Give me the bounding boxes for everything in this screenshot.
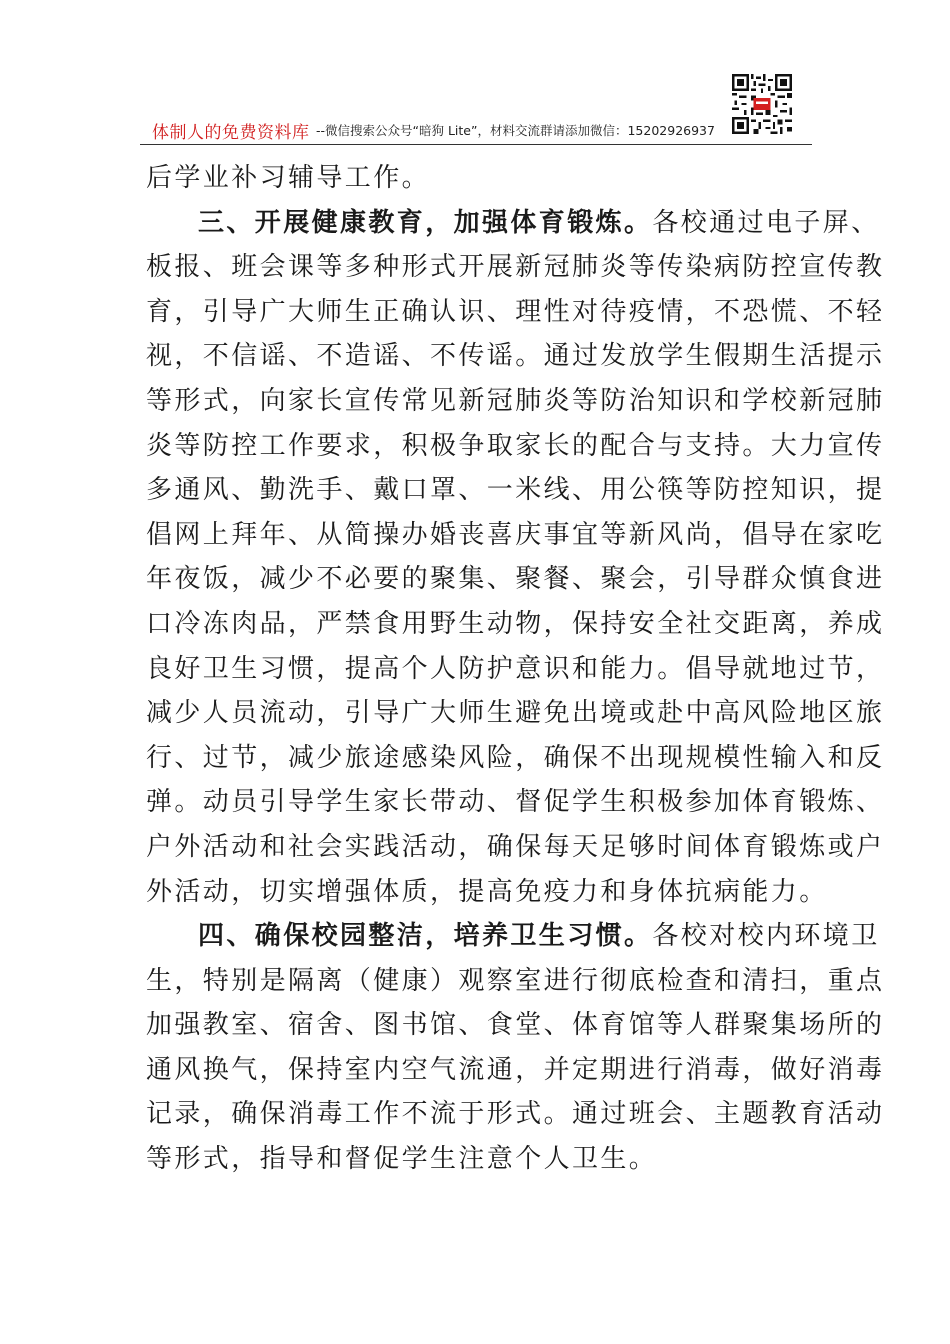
document-body — [146, 156, 885, 1182]
header-divider — [140, 144, 812, 145]
text-line: 育，引导广大师生正确认识、理性对待疫情，不恐慌、不轻 — [146, 296, 885, 327]
text-span: 各校对校内环境卫 — [652, 921, 880, 952]
text-line: 生，特别是隔离（健康）观察室进行彻底检查和清扫，重点 — [146, 965, 885, 996]
header-info: --微信搜索公众号“暗狗 Lite”，材料交流群请添加微信：15202926937 — [316, 123, 715, 138]
text-line: 等形式，指导和督促学生注意个人卫生。 — [146, 1144, 658, 1175]
text-line: 视，不信谣、不造谣、不传谣。通过发放学生假期生活提示 — [146, 341, 885, 372]
header-brand: 体制人的免费资料库 — [152, 123, 310, 143]
page-header — [140, 118, 812, 146]
text-line: 多通风、勤洗手、戴口罩、一米线、用公筷等防控知识，提 — [146, 475, 885, 506]
text-line: 通风换气，保持室内空气流通，并定期进行消毒，做好消毒 — [146, 1054, 885, 1085]
text-line: 加强教室、宿舍、图书馆、食堂、体育馆等人群聚集场所的 — [146, 1010, 885, 1041]
text-line: 口冷冻肉品，严禁食用野生动物，保持安全社交距离，养成 — [146, 608, 885, 639]
section-heading-3: 三、开展健康教育，加强体育锻炼。 — [198, 207, 653, 238]
text-span: 各校通过电子屏、 — [652, 207, 880, 238]
text-line: 倡网上拜年、从简操办婚丧喜庆事宜等新风尚，倡导在家吃 — [146, 519, 885, 550]
paragraph-heading-line — [146, 914, 880, 959]
text-line: 等形式，向家长宣传常见新冠肺炎等防治知识和学校新冠肺 — [146, 385, 885, 416]
text-line: 外活动，切实增强体质，提高免疫力和身体抗病能力。 — [146, 876, 828, 907]
text-line: 良好卫生习惯，提高个人防护意识和能力。倡导就地过节， — [146, 653, 885, 684]
text-line: 后学业补习辅导工作。 — [146, 163, 431, 193]
section-heading-4: 四、确保校园整洁，培养卫生习惯。 — [198, 921, 653, 952]
text-line: 减少人员流动，引导广大师生避免出境或赴中高风险地区旅 — [146, 698, 885, 729]
text-line: 弹。动员引导学生家长带动、督促学生积极参加体育锻炼、 — [146, 787, 885, 818]
text-line: 炎等防控工作要求，积极争取家长的配合与支持。大力宣传 — [146, 430, 885, 461]
text-line: 户外活动和社会实践活动，确保每天足够时间体育锻炼或户 — [146, 831, 885, 862]
text-line: 板报、班会课等多种形式开展新冠肺炎等传染病防控宣传教 — [146, 252, 885, 283]
text-line: 年夜饭，减少不必要的聚集、聚餐、聚会，引导群众慎食进 — [146, 564, 885, 595]
qr-code-icon — [732, 74, 792, 134]
text-line: 记录，确保消毒工作不流于形式。通过班会、主题教育活动 — [146, 1099, 885, 1130]
paragraph-heading-line — [146, 201, 880, 246]
text-line: 行、过节，减少旅途感染风险，确保不出现规模性输入和反 — [146, 742, 885, 773]
